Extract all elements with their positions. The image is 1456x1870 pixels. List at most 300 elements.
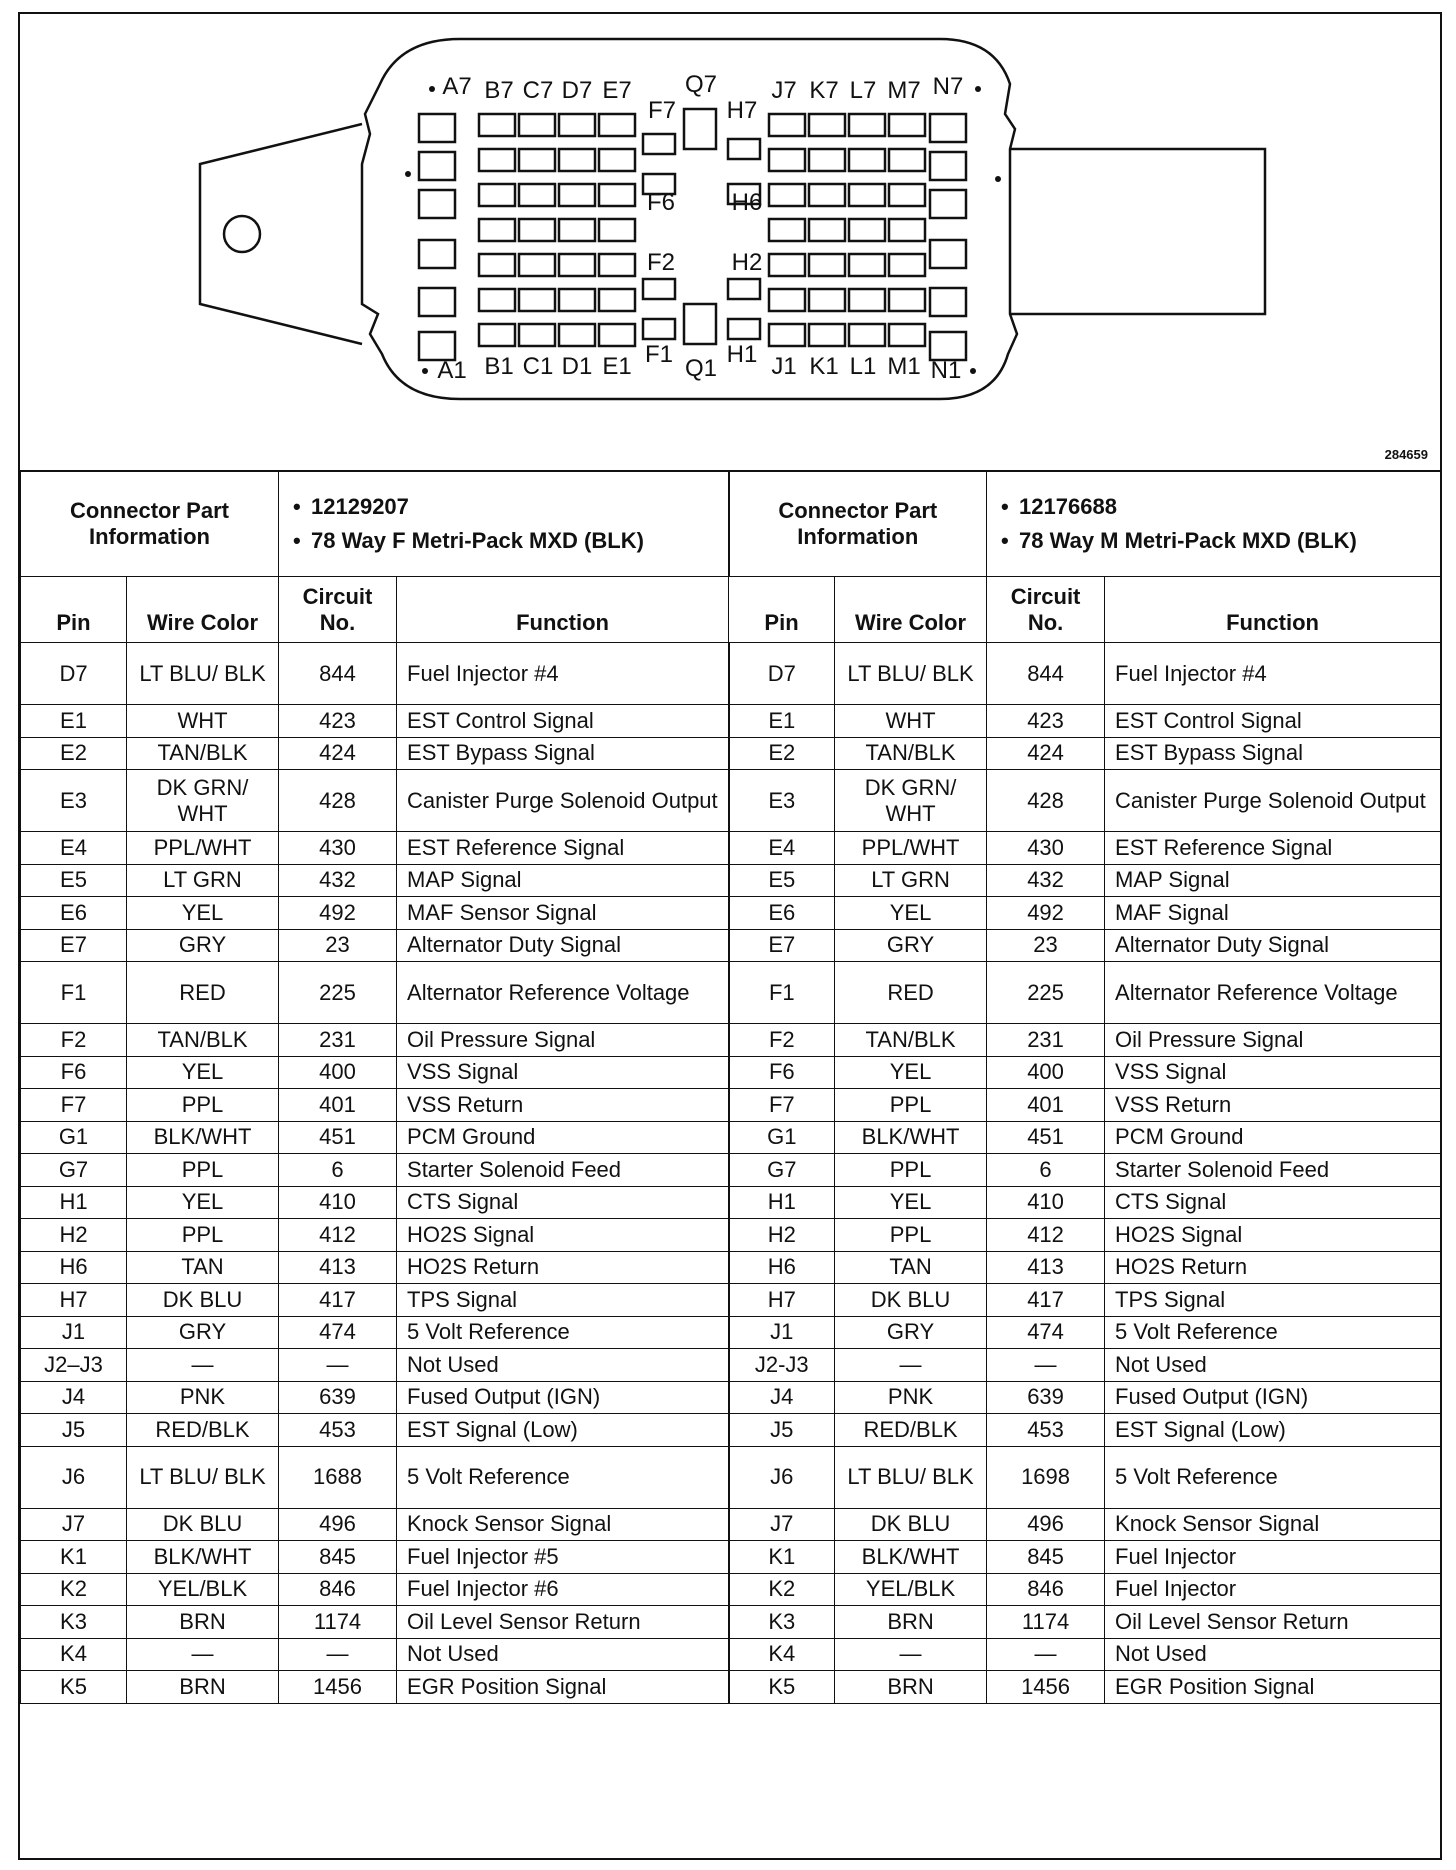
wire-color-cell: PPL — [835, 1089, 987, 1122]
function-cell: EST Control Signal — [1105, 705, 1441, 738]
circuit-cell: 401 — [279, 1089, 397, 1122]
table-row — [21, 962, 1441, 1024]
pin-cell: E6 — [21, 897, 127, 930]
pin-cell: K4 — [21, 1638, 127, 1671]
function-cell: VSS Return — [1105, 1089, 1441, 1122]
pin-cell: J4 — [729, 1381, 835, 1414]
wire-color-cell: DK GRN/ WHT — [127, 770, 279, 832]
table-row — [21, 897, 1441, 930]
function-cell: Fuel Injector #5 — [397, 1541, 729, 1574]
wire-color-cell: — — [127, 1349, 279, 1382]
circuit-cell: 451 — [987, 1121, 1105, 1154]
circuit-cell: 6 — [987, 1154, 1105, 1187]
table-row — [21, 1089, 1441, 1122]
wire-color-cell: DK BLU — [835, 1508, 987, 1541]
pin-label: E7 — [602, 77, 632, 104]
function-cell: Oil Level Sensor Return — [397, 1606, 729, 1639]
pin-cell: G1 — [729, 1121, 835, 1154]
pin-cell: H2 — [729, 1219, 835, 1252]
pin-label: C7 — [522, 77, 554, 104]
function-cell: Not Used — [1105, 1638, 1441, 1671]
col-header-circuit: Circuit No. — [279, 577, 397, 643]
circuit-cell: 430 — [279, 832, 397, 865]
corner-dot — [975, 86, 981, 92]
pin-label: M7 — [887, 77, 921, 104]
circuit-cell: 413 — [279, 1251, 397, 1284]
pin-cell: H1 — [21, 1186, 127, 1219]
circuit-cell: 1174 — [279, 1606, 397, 1639]
pin-cavity — [930, 152, 966, 180]
wire-color-cell: LT GRN — [127, 864, 279, 897]
pin-cell: K3 — [729, 1606, 835, 1639]
function-cell: Fuel Injector — [1105, 1541, 1441, 1574]
wire-color-cell: TAN — [127, 1251, 279, 1284]
pin-cavity — [559, 184, 595, 206]
pin-cavity — [769, 254, 805, 276]
circuit-cell: 474 — [987, 1316, 1105, 1349]
wire-color-cell: YEL/BLK — [835, 1573, 987, 1606]
pin-cavity — [559, 219, 595, 241]
circuit-cell: 492 — [987, 897, 1105, 930]
pin-cell: H7 — [729, 1284, 835, 1317]
pin-cell: K4 — [729, 1638, 835, 1671]
col-header-pin: Pin — [729, 577, 835, 643]
pin-cell: E4 — [729, 832, 835, 865]
circuit-cell: — — [987, 1349, 1105, 1382]
circuit-cell: 423 — [987, 705, 1105, 738]
wire-color-cell: PPL — [127, 1219, 279, 1252]
function-cell: Alternator Reference Voltage — [397, 962, 729, 1024]
function-cell: EST Reference Signal — [397, 832, 729, 865]
connector-face-drawing — [20, 14, 1440, 470]
function-cell: EGR Position Signal — [1105, 1671, 1441, 1704]
function-cell: Fuel Injector #4 — [397, 643, 729, 705]
pin-cavity — [889, 289, 925, 311]
function-cell: Alternator Duty Signal — [1105, 929, 1441, 962]
table-row — [21, 1056, 1441, 1089]
pin-cavity — [479, 324, 515, 346]
pin-cell: G7 — [729, 1154, 835, 1187]
pin-cell: E1 — [729, 705, 835, 738]
circuit-cell: 23 — [987, 929, 1105, 962]
wire-color-cell: LT BLU/ BLK — [835, 643, 987, 705]
pin-cavity — [479, 254, 515, 276]
function-cell: CTS Signal — [397, 1186, 729, 1219]
pin-label: N7 — [932, 73, 964, 100]
wire-color-cell: TAN/BLK — [835, 1024, 987, 1057]
circuit-cell: 231 — [279, 1024, 397, 1057]
pin-cavity — [769, 219, 805, 241]
pin-cell: E3 — [729, 770, 835, 832]
pin-cavity — [419, 288, 455, 316]
pin-cell: E6 — [729, 897, 835, 930]
pin-cavity — [889, 219, 925, 241]
pin-cavity — [930, 114, 966, 142]
connector-info-row — [21, 471, 1441, 577]
corner-dot — [429, 86, 435, 92]
table-row — [21, 1316, 1441, 1349]
table-row — [21, 737, 1441, 770]
function-cell: Not Used — [397, 1638, 729, 1671]
pin-cell: J1 — [21, 1316, 127, 1349]
pin-cell: H6 — [729, 1251, 835, 1284]
pin-label: F2 — [646, 249, 676, 276]
circuit-cell: 412 — [987, 1219, 1105, 1252]
pin-label: Q1 — [684, 355, 718, 382]
wire-color-cell: DK BLU — [127, 1508, 279, 1541]
pin-label: L1 — [849, 353, 877, 380]
circuit-cell: 413 — [987, 1251, 1105, 1284]
pin-cavity — [519, 289, 555, 311]
figure-ref-number: 284659 — [1384, 447, 1428, 462]
table-row — [21, 1573, 1441, 1606]
corner-dot — [422, 368, 428, 374]
pin-cavity — [479, 184, 515, 206]
pin-cell: E5 — [729, 864, 835, 897]
wire-color-cell: DK BLU — [127, 1284, 279, 1317]
pin-cavity — [419, 240, 455, 268]
pin-cell: H1 — [729, 1186, 835, 1219]
pin-cavity — [519, 184, 555, 206]
pin-cavity — [889, 184, 925, 206]
table-row — [21, 832, 1441, 865]
table-row — [21, 1154, 1441, 1187]
pin-cavity — [599, 219, 635, 241]
pin-cell: E7 — [21, 929, 127, 962]
wire-color-cell: YEL — [835, 897, 987, 930]
pin-label: A1 — [437, 357, 467, 384]
function-cell: Alternator Duty Signal — [397, 929, 729, 962]
pin-label: K7 — [809, 77, 839, 104]
function-cell: Oil Level Sensor Return — [1105, 1606, 1441, 1639]
pin-cavity — [849, 114, 885, 136]
function-cell: 5 Volt Reference — [397, 1446, 729, 1508]
pin-label: F6 — [646, 189, 676, 216]
pin-cavity — [809, 324, 845, 346]
alignment-dot — [405, 171, 411, 177]
col-header-wire-color: Wire Color — [127, 577, 279, 643]
table-row — [21, 1219, 1441, 1252]
circuit-cell: 417 — [987, 1284, 1105, 1317]
wire-color-cell: YEL — [835, 1186, 987, 1219]
circuit-cell: 846 — [279, 1573, 397, 1606]
wire-color-cell: PPL/WHT — [835, 832, 987, 865]
wire-color-cell: DK GRN/ WHT — [835, 770, 987, 832]
circuit-cell: 474 — [279, 1316, 397, 1349]
pin-cavity — [684, 304, 716, 344]
pin-cell: J7 — [21, 1508, 127, 1541]
circuit-cell: 410 — [279, 1186, 397, 1219]
circuit-cell: 225 — [987, 962, 1105, 1024]
pin-cell: J4 — [21, 1381, 127, 1414]
wire-color-cell: PPL — [835, 1154, 987, 1187]
pinout-table — [20, 470, 1441, 1704]
pin-cavity — [728, 139, 760, 159]
function-cell: Alternator Reference Voltage — [1105, 962, 1441, 1024]
function-cell: EST Signal (Low) — [397, 1414, 729, 1447]
pin-cavity — [643, 279, 675, 299]
pin-cavity — [849, 254, 885, 276]
pin-cell: J2-J3 — [729, 1349, 835, 1382]
circuit-cell: 1698 — [987, 1446, 1105, 1508]
pin-label: N1 — [930, 357, 962, 384]
table-row — [21, 1251, 1441, 1284]
pin-cavity — [684, 109, 716, 149]
wire-color-cell: YEL — [127, 1186, 279, 1219]
col-header-wire-color: Wire Color — [835, 577, 987, 643]
pin-cavity — [769, 324, 805, 346]
pin-cavity — [769, 184, 805, 206]
table-row — [21, 643, 1441, 705]
pin-cavity — [930, 240, 966, 268]
wire-color-cell: GRY — [835, 1316, 987, 1349]
pin-cavity — [519, 324, 555, 346]
function-cell: Fuel Injector — [1105, 1573, 1441, 1606]
pin-cavity — [559, 254, 595, 276]
circuit-cell: 231 — [987, 1024, 1105, 1057]
pin-label: B1 — [484, 353, 514, 380]
pin-cell: J5 — [729, 1414, 835, 1447]
pin-label: E1 — [602, 353, 632, 380]
pin-cell: D7 — [729, 643, 835, 705]
function-cell: Fuel Injector #6 — [397, 1573, 729, 1606]
table-row — [21, 1381, 1441, 1414]
table-row — [21, 1541, 1441, 1574]
table-row — [21, 1508, 1441, 1541]
function-cell: 5 Volt Reference — [1105, 1316, 1441, 1349]
table-row — [21, 1638, 1441, 1671]
part-number-right: 12176688 — [1019, 493, 1117, 519]
circuit-cell: 453 — [279, 1414, 397, 1447]
pin-cavity — [519, 114, 555, 136]
circuit-cell: 430 — [987, 832, 1105, 865]
function-cell: EST Control Signal — [397, 705, 729, 738]
pin-cavity — [559, 324, 595, 346]
table-row — [21, 1414, 1441, 1447]
pin-cavity — [889, 324, 925, 346]
function-cell: VSS Signal — [1105, 1056, 1441, 1089]
function-cell: EGR Position Signal — [397, 1671, 729, 1704]
pin-cell: E4 — [21, 832, 127, 865]
circuit-cell: 412 — [279, 1219, 397, 1252]
pin-cavity — [519, 149, 555, 171]
wire-color-cell: LT GRN — [835, 864, 987, 897]
pin-cavity — [479, 114, 515, 136]
circuit-cell: 225 — [279, 962, 397, 1024]
pin-cavity — [809, 219, 845, 241]
circuit-cell: 492 — [279, 897, 397, 930]
connector-info-label-left: Connector Part Information — [21, 471, 279, 577]
table-row — [21, 1446, 1441, 1508]
function-cell: CTS Signal — [1105, 1186, 1441, 1219]
circuit-cell: 1456 — [987, 1671, 1105, 1704]
function-cell: HO2S Return — [397, 1251, 729, 1284]
circuit-cell: 496 — [279, 1508, 397, 1541]
circuit-cell: 639 — [279, 1381, 397, 1414]
function-cell: VSS Return — [397, 1089, 729, 1122]
pin-cavity — [809, 114, 845, 136]
pin-cell: F7 — [21, 1089, 127, 1122]
function-cell: PCM Ground — [397, 1121, 729, 1154]
circuit-cell: 417 — [279, 1284, 397, 1317]
function-cell: Starter Solenoid Feed — [1105, 1154, 1441, 1187]
function-cell: Oil Pressure Signal — [397, 1024, 729, 1057]
wire-color-cell: TAN/BLK — [127, 737, 279, 770]
pin-cell: F2 — [729, 1024, 835, 1057]
circuit-cell: 424 — [987, 737, 1105, 770]
function-cell: TPS Signal — [1105, 1284, 1441, 1317]
pin-cell: H6 — [21, 1251, 127, 1284]
pin-label: D7 — [561, 77, 593, 104]
pin-cavity — [849, 149, 885, 171]
circuit-cell: 845 — [987, 1541, 1105, 1574]
pin-cell: J7 — [729, 1508, 835, 1541]
pin-cell: F2 — [21, 1024, 127, 1057]
wire-color-cell: PNK — [127, 1381, 279, 1414]
alignment-dot — [995, 176, 1001, 182]
function-cell: Knock Sensor Signal — [397, 1508, 729, 1541]
wire-color-cell: PPL/WHT — [127, 832, 279, 865]
pin-cavity — [809, 254, 845, 276]
column-header-row — [21, 577, 1441, 643]
pin-cavity — [849, 289, 885, 311]
col-header-function: Function — [397, 577, 729, 643]
circuit-cell: — — [279, 1638, 397, 1671]
wire-color-cell: — — [835, 1349, 987, 1382]
wire-color-cell: YEL — [127, 897, 279, 930]
pin-cell: J1 — [729, 1316, 835, 1349]
wire-color-cell: YEL/BLK — [127, 1573, 279, 1606]
pin-cavity — [769, 149, 805, 171]
connector-info-right: • 12176688 • 78 Way M Metri-Pack MXD (BLK) — [987, 471, 1441, 577]
circuit-cell: 451 — [279, 1121, 397, 1154]
pin-label: F7 — [647, 97, 677, 124]
pin-label: F1 — [644, 341, 674, 368]
function-cell: HO2S Return — [1105, 1251, 1441, 1284]
circuit-cell: 639 — [987, 1381, 1105, 1414]
corner-dot — [970, 368, 976, 374]
circuit-cell: 453 — [987, 1414, 1105, 1447]
wire-color-cell: RED/BLK — [127, 1414, 279, 1447]
circuit-cell: 424 — [279, 737, 397, 770]
pin-label: K1 — [809, 353, 839, 380]
pin-cell: K5 — [729, 1671, 835, 1704]
wire-color-cell: DK BLU — [835, 1284, 987, 1317]
table-row — [21, 1121, 1441, 1154]
pin-cavity — [930, 288, 966, 316]
pin-label: J1 — [771, 353, 797, 380]
pin-cell: K2 — [729, 1573, 835, 1606]
table-row — [21, 705, 1441, 738]
pin-cavity — [599, 254, 635, 276]
pin-cell: F1 — [729, 962, 835, 1024]
pin-cavity — [519, 254, 555, 276]
table-row — [21, 1606, 1441, 1639]
wire-color-cell: LT BLU/ BLK — [127, 1446, 279, 1508]
wire-color-cell: BRN — [835, 1606, 987, 1639]
pin-label: B7 — [484, 77, 514, 104]
pin-cell: D7 — [21, 643, 127, 705]
connector-info-left: • 12129207 • 78 Way F Metri-Pack MXD (BLK) — [279, 471, 729, 577]
function-cell: MAF Sensor Signal — [397, 897, 729, 930]
pin-cavity — [849, 184, 885, 206]
function-cell: Not Used — [397, 1349, 729, 1382]
circuit-cell: — — [279, 1349, 397, 1382]
pin-cell: J2–J3 — [21, 1349, 127, 1382]
circuit-cell: 428 — [987, 770, 1105, 832]
circuit-cell: 400 — [279, 1056, 397, 1089]
function-cell: Oil Pressure Signal — [1105, 1024, 1441, 1057]
pin-cell: E1 — [21, 705, 127, 738]
table-row — [21, 1671, 1441, 1704]
function-cell: 5 Volt Reference — [397, 1316, 729, 1349]
wire-color-cell: BLK/WHT — [127, 1121, 279, 1154]
pin-cell: G7 — [21, 1154, 127, 1187]
wire-color-cell: GRY — [835, 929, 987, 962]
table-row — [21, 1284, 1441, 1317]
pin-cavity — [599, 184, 635, 206]
circuit-cell: 844 — [279, 643, 397, 705]
connector-diagram — [20, 14, 1440, 472]
function-cell: Not Used — [1105, 1349, 1441, 1382]
pin-cavity — [479, 289, 515, 311]
table-row — [21, 1349, 1441, 1382]
circuit-cell: — — [987, 1638, 1105, 1671]
function-cell: Fuel Injector #4 — [1105, 643, 1441, 705]
mounting-hole — [224, 216, 260, 252]
pin-cell: J5 — [21, 1414, 127, 1447]
pin-cavity — [809, 149, 845, 171]
wire-color-cell: BRN — [835, 1671, 987, 1704]
wire-color-cell: TAN/BLK — [127, 1024, 279, 1057]
col-header-circuit: Circuit No. — [987, 577, 1105, 643]
pin-cavity — [849, 324, 885, 346]
pin-cavity — [728, 279, 760, 299]
wire-color-cell: LT BLU/ BLK — [835, 1446, 987, 1508]
pin-cell: K2 — [21, 1573, 127, 1606]
pin-cell: F6 — [729, 1056, 835, 1089]
pin-label: A7 — [442, 73, 472, 100]
pin-cell: E2 — [21, 737, 127, 770]
pin-label: Q7 — [684, 71, 718, 98]
function-cell: EST Signal (Low) — [1105, 1414, 1441, 1447]
wire-color-cell: LT BLU/ BLK — [127, 643, 279, 705]
wire-color-cell: WHT — [127, 705, 279, 738]
circuit-cell: 423 — [279, 705, 397, 738]
function-cell: Fused Output (IGN) — [1105, 1381, 1441, 1414]
circuit-cell: 1174 — [987, 1606, 1105, 1639]
connector-sheet — [18, 12, 1442, 1860]
wire-color-cell: RED/BLK — [835, 1414, 987, 1447]
pin-label: L7 — [849, 77, 877, 104]
wire-color-cell: YEL — [835, 1056, 987, 1089]
pin-cavity — [479, 219, 515, 241]
wire-color-cell: PPL — [127, 1154, 279, 1187]
pin-cavity — [599, 289, 635, 311]
function-cell: PCM Ground — [1105, 1121, 1441, 1154]
connector-desc-left: 78 Way F Metri-Pack MXD (BLK) — [311, 527, 644, 553]
wire-color-cell: RED — [835, 962, 987, 1024]
function-cell: MAF Signal — [1105, 897, 1441, 930]
pin-cavity — [769, 289, 805, 311]
function-cell: Canister Purge Solenoid Output — [1105, 770, 1441, 832]
function-cell: TPS Signal — [397, 1284, 729, 1317]
pin-cell: J6 — [729, 1446, 835, 1508]
pin-label: H6 — [731, 189, 763, 216]
function-cell: Fused Output (IGN) — [397, 1381, 729, 1414]
pin-cell: J6 — [21, 1446, 127, 1508]
pin-cavity — [809, 289, 845, 311]
